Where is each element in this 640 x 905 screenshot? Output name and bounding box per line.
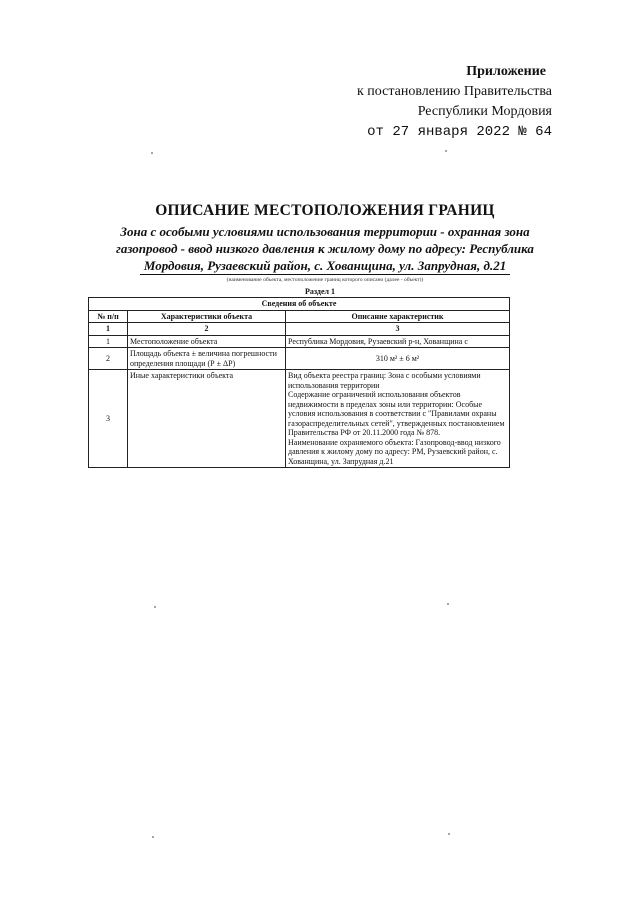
description-paragraph: Наименование охраняемого объекта: Газопровод-ввод низкого давления к жилому дому по адресу: РМ, Рузаевский район, с. Хованщина, ул. Запрудная д.21 [288,437,501,466]
document-title: ОПИСАНИЕ МЕСТОПОЛОЖЕНИЯ ГРАНИЦ [155,202,495,219]
appendix-title: Приложение [466,64,546,79]
column-index-1: 1 [89,323,128,336]
header-characteristic: Характеристики объекта [128,310,286,323]
document-subtitle [92,223,558,275]
column-index-3: 3 [286,323,510,336]
table-row [89,335,510,348]
appendix-block [292,62,552,142]
section-label: Раздел 1 [304,287,336,296]
row-num: 3 [89,370,128,468]
row-characteristic: Местоположение объекта [128,335,286,348]
description-paragraph: Содержание ограничений использования объектов недвижимости в пределах зоны или территории: Особые условия использования в соответствии с "Правилами охраны газораспределительных сетей", утвержденных постановлением Правительства РФ от 20.11.2000 года № 878. [288,390,505,437]
table-row [89,348,510,370]
scan-speck [448,833,450,835]
scan-speck [445,150,447,152]
appendix-line-2: Республики Мордовия [417,104,552,119]
table-row [89,370,510,468]
row-characteristic: Площадь объекта ± величина погрешности определения площади (Р ± ΔР) [128,348,286,370]
appendix-line-1: к постановлению Правительства [356,84,552,99]
row-description [286,370,510,468]
subtitle-note: (наименование объекта, местоположение границ которого описано (далее - объект)) [226,277,424,283]
header-num: № п/п [89,310,128,323]
column-index-2: 2 [128,323,286,336]
scan-speck [154,606,156,608]
subtitle-line-2: газопровод - ввод низкого давления к жилому дому по адресу: Республика [116,241,534,256]
row-description: Республика Мордовия, Рузаевский р-н, Хованщина с [286,335,510,348]
row-characteristic: Иные характеристики объекта [128,370,286,468]
header-description: Описание характеристик [286,310,510,323]
scan-speck [447,603,449,605]
scan-speck [151,152,153,154]
table-title: Сведения об объекте [89,298,510,311]
subtitle-line-3: Мордовия, Рузаевский район, с. Хованщина, ул. Запрудная, д.21 [140,257,510,275]
row-num: 2 [89,348,128,370]
appendix-line-3: от 27 января 2022 № 64 [367,124,552,140]
object-info-table [88,297,510,468]
subtitle-line-1: Зона с особыми условиями использования территории - охранная зона [120,224,530,239]
row-description: 310 м² ± 6 м² [286,348,510,370]
scan-speck [152,836,154,838]
row-num: 1 [89,335,128,348]
description-paragraph: Вид объекта реестра границ: Зона с особыми условиями использования территории [288,371,481,390]
document-header [92,202,558,283]
